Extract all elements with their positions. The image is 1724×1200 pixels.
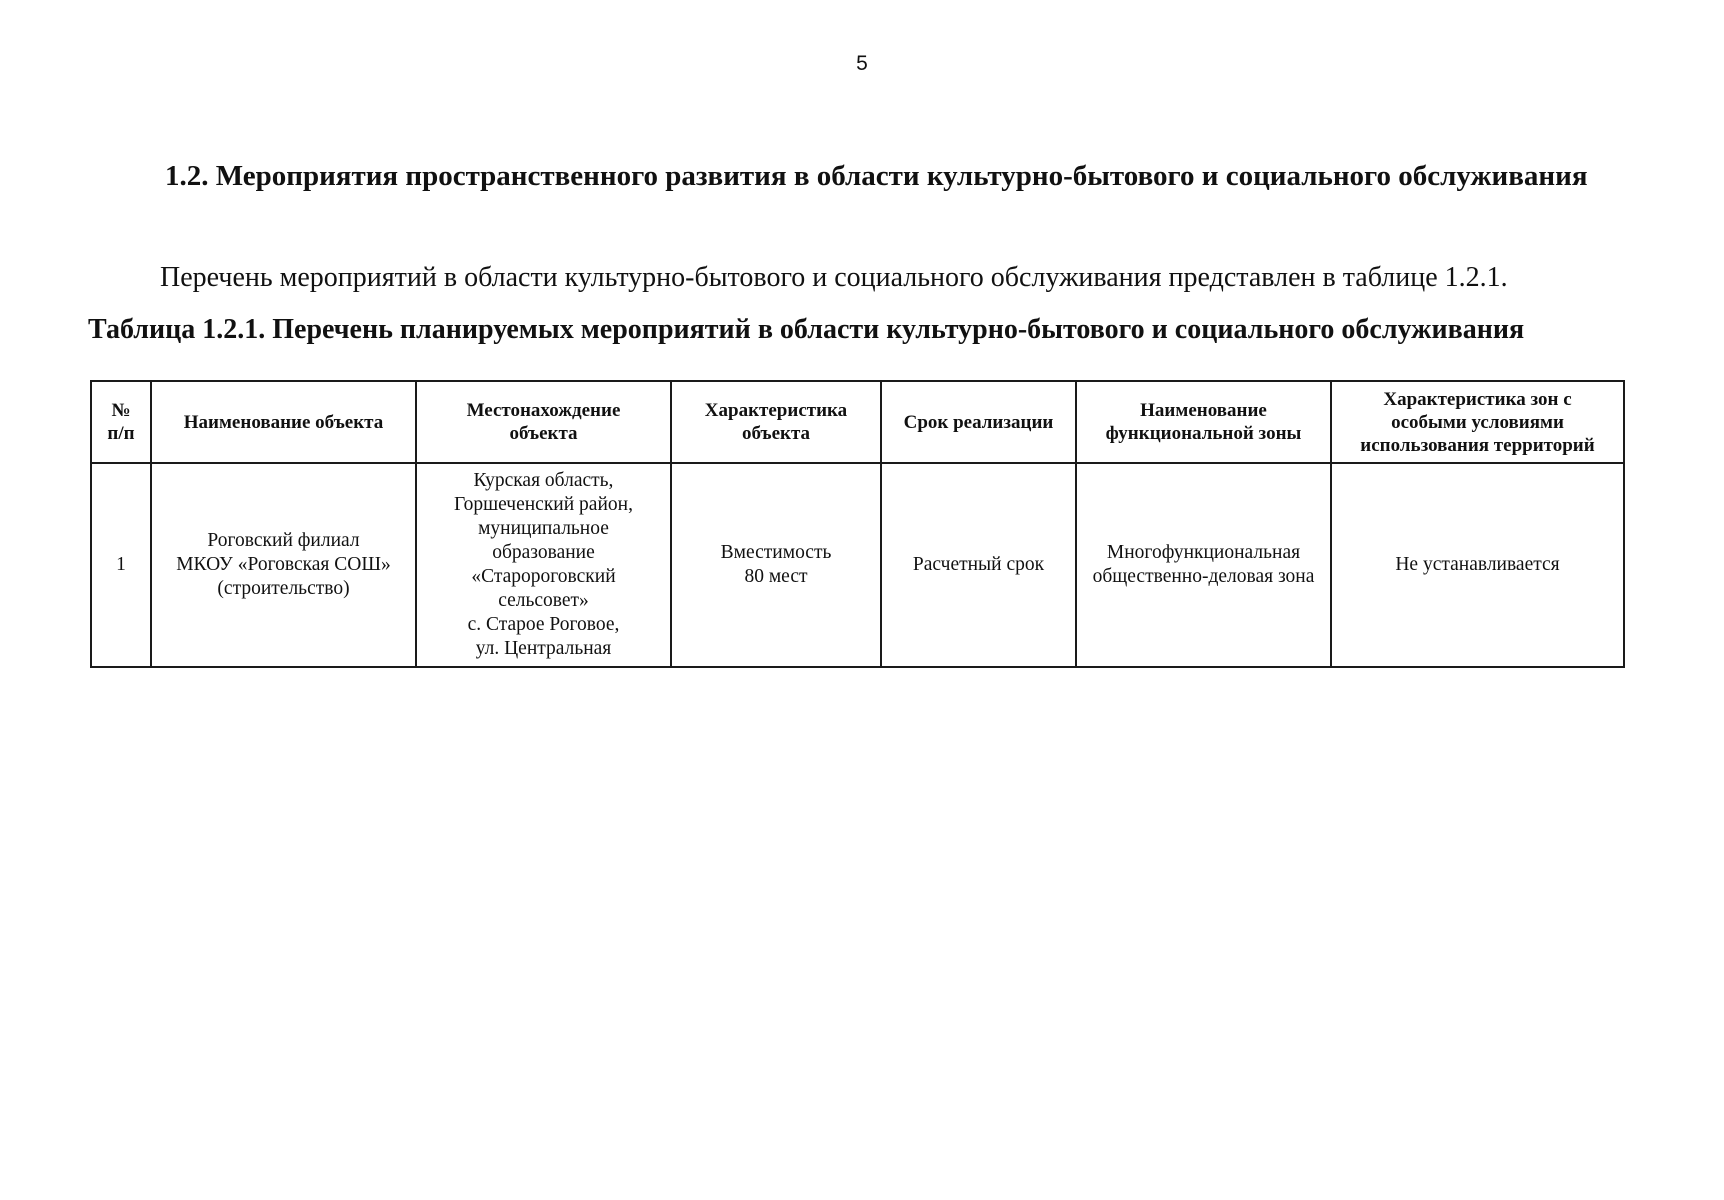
header-line: п/п — [107, 423, 135, 444]
cell-location — [416, 463, 671, 667]
header-line: особыми условиями — [1391, 411, 1564, 433]
cell-line: Горшеченский район, — [454, 494, 633, 515]
cell-line: ул. Центральная — [475, 638, 612, 659]
cell-line: Курская область, — [473, 470, 614, 491]
header-line: Наименование объекта — [183, 411, 384, 433]
table-row — [91, 463, 1624, 667]
header-term — [881, 381, 1076, 463]
cell-line: 80 мест — [744, 566, 808, 587]
header-line: Местонахождение — [466, 400, 621, 421]
cell-line: Вместимость — [720, 542, 832, 563]
header-object-name — [151, 381, 416, 463]
cell-line: образование — [492, 542, 595, 563]
header-line: № — [111, 400, 131, 421]
header-line: использования территорий — [1360, 434, 1595, 456]
header-line: Характеристика зон с — [1383, 388, 1572, 410]
header-line: объекта — [509, 423, 578, 444]
cell-line: «Старороговский — [471, 566, 616, 587]
cell-line: МКОУ «Роговская СОШ» — [176, 554, 391, 575]
header-line: объекта — [741, 423, 811, 444]
header-line: функциональной зоны — [1105, 423, 1302, 444]
header-line: Наименование — [1140, 400, 1267, 421]
cell-line: сельсовет» — [498, 590, 589, 611]
cell-line: Роговский филиал — [207, 530, 360, 551]
cell-special-zones: Не устанавливается — [1331, 463, 1624, 667]
header-characteristic — [671, 381, 881, 463]
cell-term: Расчетный срок — [881, 463, 1076, 667]
section-heading: 1.2. Мероприятия пространственного развития в области культурно-бытового и социального обслуживания — [165, 160, 1588, 192]
measures-table — [90, 380, 1625, 668]
cell-characteristic — [671, 463, 881, 667]
header-number — [91, 381, 151, 463]
cell-object-name — [151, 463, 416, 667]
cell-zone-name — [1076, 463, 1331, 667]
intro-paragraph: Перечень мероприятий в области культурно-бытового и социального обслуживания представлен в таблице 1.2.1. — [160, 262, 1508, 293]
header-zone-name — [1076, 381, 1331, 463]
header-special-zones — [1331, 381, 1624, 463]
cell-line: Многофункциональная — [1106, 542, 1301, 563]
cell-number: 1 — [91, 463, 151, 667]
table-header-row — [91, 381, 1624, 463]
header-location — [416, 381, 671, 463]
page-number: 5 — [856, 52, 868, 75]
header-line: Срок реализации — [903, 411, 1054, 433]
cell-line: общественно-деловая зона — [1092, 566, 1315, 587]
table-caption: Таблица 1.2.1. Перечень планируемых мероприятий в области культурно-бытового и социального обслуживания — [88, 314, 1525, 345]
header-line: Характеристика — [704, 400, 848, 421]
cell-line: муниципальное — [478, 518, 609, 539]
cell-line: (строительство) — [217, 578, 350, 599]
cell-line: с. Старое Роговое, — [467, 614, 620, 635]
